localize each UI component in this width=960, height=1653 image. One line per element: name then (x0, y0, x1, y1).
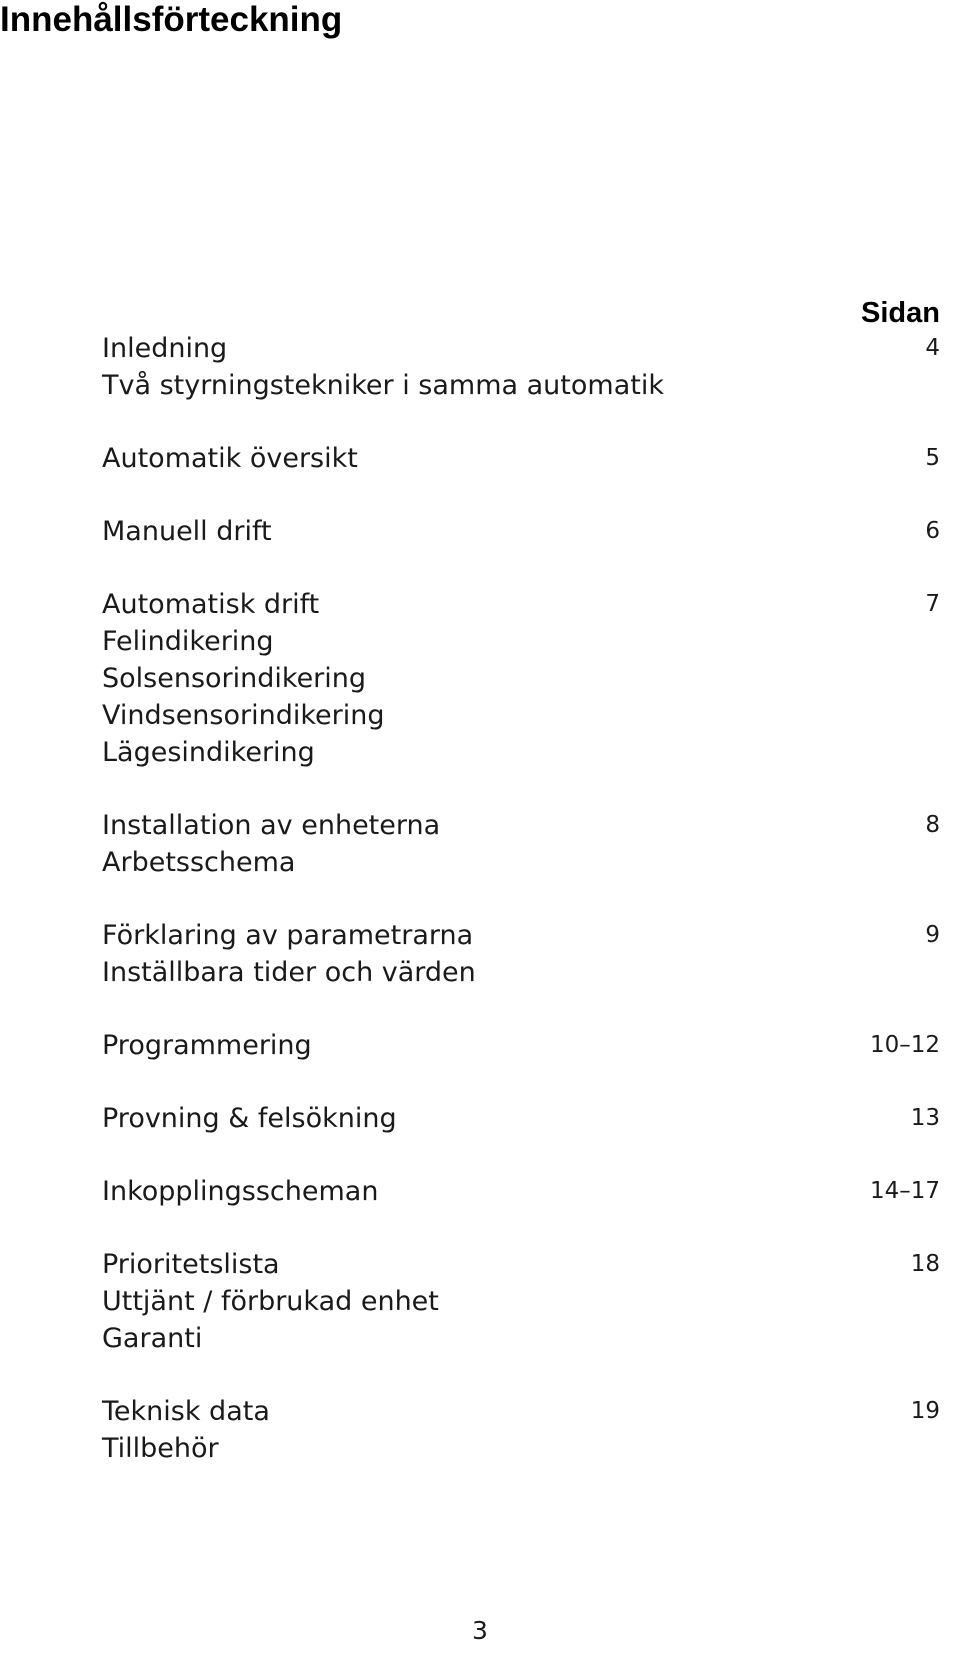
toc-entry-titles (102, 1246, 439, 1357)
toc-entry-titles (102, 1173, 378, 1210)
toc-entry-page: 19 (910, 1398, 940, 1424)
toc-entry (102, 1100, 940, 1137)
toc-entry (102, 330, 940, 404)
toc-entry-titles (102, 1393, 270, 1467)
toc-entry-title: Uttjänt / förbrukad enhet (102, 1286, 439, 1317)
toc-entry-title: Manuell drift (102, 516, 272, 547)
toc-entry-title: Garanti (102, 1323, 203, 1354)
toc-entry-title: Prioritetslista (102, 1249, 280, 1280)
toc-entry-titles (102, 1100, 397, 1137)
toc-entry (102, 1393, 940, 1467)
toc-entry (102, 440, 940, 477)
toc-entry-title: Programmering (102, 1030, 312, 1061)
toc-entry-title: Vindsensorindikering (102, 700, 385, 731)
toc-entry-title: Inställbara tider och värden (102, 957, 476, 988)
toc-entry-title: Lägesindikering (102, 737, 315, 768)
toc-entry (102, 807, 940, 881)
toc-entry-page: 13 (910, 1105, 940, 1131)
toc-entry-title: Automatisk drift (102, 589, 320, 620)
toc-entry (102, 1246, 940, 1357)
toc-entry-title: Inkopplingsscheman (102, 1176, 379, 1207)
toc-entry-titles (102, 513, 272, 550)
toc-entry-title: Felindikering (102, 626, 274, 657)
toc-entry-page: 18 (910, 1251, 940, 1277)
page-title: Innehållsförteckning (0, 0, 343, 39)
toc-entry-page: 5 (925, 445, 940, 471)
toc-entry-titles (102, 917, 476, 991)
toc-entry-title: Teknisk data (102, 1396, 270, 1427)
toc-entry-page: 6 (925, 518, 940, 544)
toc-entry-title: Solsensorindikering (102, 663, 367, 694)
toc-entry-title: Provning & felsökning (102, 1103, 397, 1134)
toc-entry-titles (102, 330, 664, 404)
table-of-contents (102, 330, 940, 1467)
toc-entry-title: Förklaring av parametrarna (102, 920, 474, 951)
toc-entry (102, 513, 940, 550)
toc-entry-page: 8 (925, 812, 940, 838)
toc-entry-title: Arbetsschema (102, 847, 296, 878)
toc-entry-title: Tillbehör (102, 1433, 219, 1464)
toc-entry-page: 14–17 (869, 1178, 940, 1204)
toc-entry-title: Installation av enheterna (102, 810, 441, 841)
page-column-label: Sidan (861, 297, 940, 329)
toc-entry-titles (102, 586, 385, 771)
toc-entry-titles (102, 1027, 312, 1064)
toc-entry-page: 10–12 (869, 1032, 940, 1058)
toc-entry-page: 9 (925, 922, 940, 948)
toc-entry-titles (102, 807, 440, 881)
toc-entry-title: Inledning (102, 333, 228, 364)
toc-entry-title: Automatik översikt (102, 443, 358, 474)
toc-entry-page: 7 (925, 591, 940, 617)
toc-entry-title: Två styrningstekniker i samma automatik (102, 370, 664, 401)
toc-entry (102, 917, 940, 991)
toc-entry (102, 1173, 940, 1210)
toc-entry-titles (102, 440, 358, 477)
toc-entry (102, 586, 940, 771)
toc-entry-page: 4 (925, 335, 940, 361)
toc-entry (102, 1027, 940, 1064)
page-number: 3 (472, 1616, 488, 1645)
